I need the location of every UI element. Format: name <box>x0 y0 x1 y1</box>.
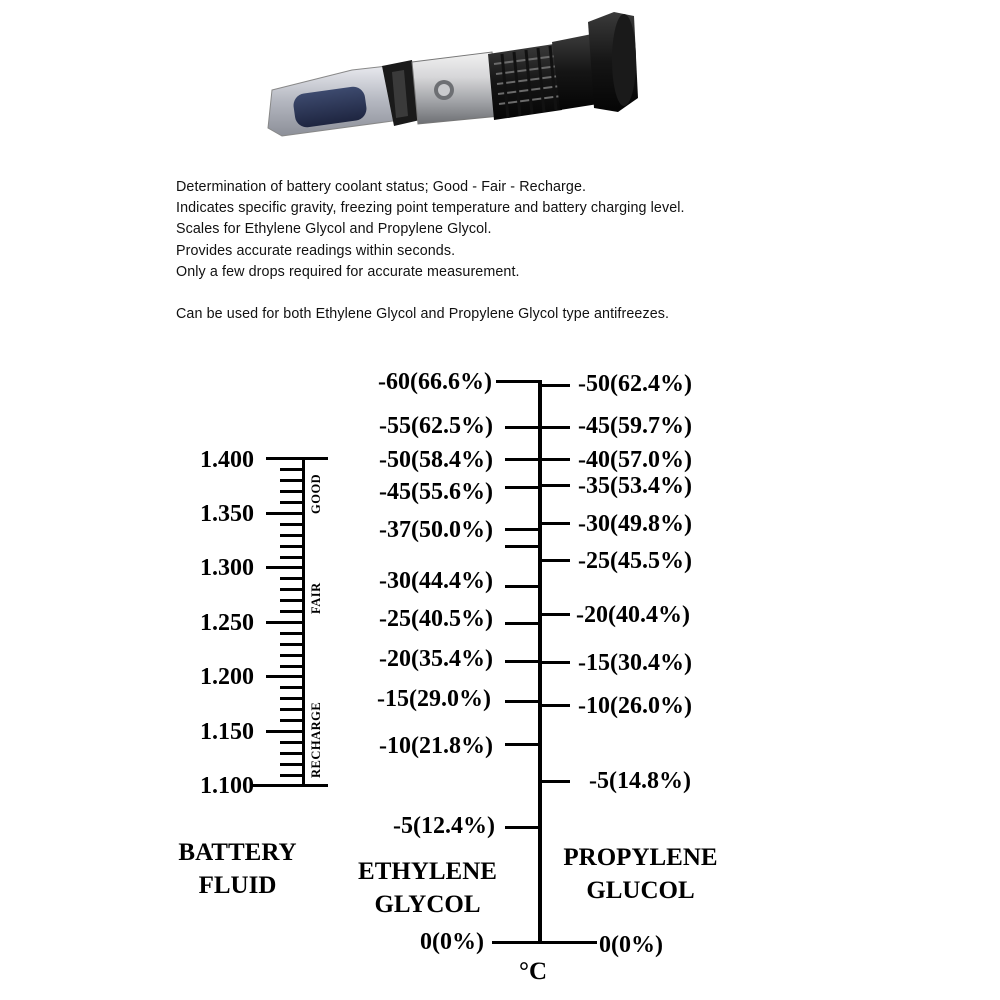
ethylene-tick <box>496 380 540 383</box>
battery-tick-minor <box>280 632 304 635</box>
battery-tick-minor <box>280 708 304 711</box>
battery-tick-major <box>266 566 304 569</box>
ethylene-label: -15(29.0%) <box>377 686 491 712</box>
caption-line: ETHYLENE <box>358 858 497 885</box>
caption-line: PROPYLENE <box>563 844 718 871</box>
caption-line: GLYCOL <box>374 891 481 918</box>
battery-fluid-caption <box>160 836 315 902</box>
battery-label: 1.250 <box>200 610 254 636</box>
ethylene-label: -25(40.5%) <box>379 606 493 632</box>
battery-tick-minor <box>280 523 304 526</box>
battery-tick-major <box>266 512 304 515</box>
battery-tick-major <box>266 457 328 460</box>
propylene-tick <box>540 661 570 664</box>
ethylene-tick <box>505 528 540 531</box>
propylene-label: -15(30.4%) <box>578 650 692 676</box>
celsius-unit-label: °C <box>519 958 548 985</box>
ethylene-label: -37(50.0%) <box>379 517 493 543</box>
zone-recharge-label: RECHARGE <box>309 701 323 778</box>
ethylene-tick <box>505 585 540 588</box>
battery-tick-minor <box>280 610 304 613</box>
battery-tick-minor <box>280 501 304 504</box>
battery-tick-minor <box>280 741 304 744</box>
battery-tick-major <box>253 784 328 787</box>
battery-label: 1.300 <box>200 555 254 581</box>
battery-tick-minor <box>280 545 304 548</box>
propylene-label: -45(59.7%) <box>578 413 692 439</box>
ethylene-label: -50(58.4%) <box>379 447 493 473</box>
battery-tick-minor <box>280 752 304 755</box>
battery-tick-minor <box>280 588 304 591</box>
ethylene-label: -60(66.6%) <box>378 369 492 395</box>
feature-line: Provides accurate readings within seconds. <box>176 242 456 259</box>
propylene-label: -10(26.0%) <box>578 693 692 719</box>
propylene-label: -25(45.5%) <box>578 548 692 574</box>
propylene-label: -5(14.8%) <box>589 768 691 794</box>
propylene-glucol-caption <box>553 841 728 907</box>
battery-tick-minor <box>280 599 304 602</box>
propylene-label: -40(57.0%) <box>578 447 692 473</box>
propylene-tick <box>540 559 570 562</box>
ethylene-tick <box>505 826 540 829</box>
ethylene-label: -20(35.4%) <box>379 646 493 672</box>
ethylene-label: -45(55.6%) <box>379 479 493 505</box>
battery-label: 1.200 <box>200 664 254 690</box>
battery-label: 1.400 <box>200 447 254 473</box>
propylene-tick <box>540 484 570 487</box>
feature-line: Scales for Ethylene Glycol and Propylene Glycol. <box>176 221 492 238</box>
propylene-tick <box>540 522 570 525</box>
feature-line: Indicates specific gravity, freezing point temperature and battery charging level. <box>176 200 685 217</box>
battery-tick-minor <box>280 719 304 722</box>
battery-tick-minor <box>280 643 304 646</box>
ethylene-label: -5(12.4%) <box>393 813 495 839</box>
battery-tick-minor <box>280 577 304 580</box>
propylene-tick <box>540 613 570 616</box>
propylene-tick <box>540 384 570 387</box>
ethylene-tick <box>505 743 540 746</box>
ethylene-label: -10(21.8%) <box>379 733 493 759</box>
ethylene-tick <box>505 458 540 461</box>
feature-footer: Can be used for both Ethylene Glycol and Propylene Glycol type antifreezes. <box>176 306 670 323</box>
ethylene-tick <box>505 700 540 703</box>
feature-description <box>176 177 685 325</box>
refractometer-image <box>262 8 642 138</box>
ethylene-tick <box>505 486 540 489</box>
ethylene-label: -30(44.4%) <box>379 568 493 594</box>
propylene-tick <box>540 704 570 707</box>
battery-tick-minor <box>280 654 304 657</box>
battery-tick-minor <box>280 490 304 493</box>
propylene-label: -20(40.4%) <box>576 602 690 628</box>
ethylene-label: 0(0%) <box>420 929 484 955</box>
caption-line: GLUCOL <box>586 877 695 904</box>
battery-tick-minor <box>280 665 304 668</box>
ethylene-tick <box>505 622 540 625</box>
caption-line: FLUID <box>198 872 277 899</box>
ethylene-label: -55(62.5%) <box>379 413 493 439</box>
ethylene-tick <box>505 660 540 663</box>
propylene-label: -35(53.4%) <box>578 473 692 499</box>
feature-line: Determination of battery coolant status; Good - Fair - Recharge. <box>176 179 587 195</box>
battery-tick-major <box>266 675 304 678</box>
battery-tick-minor <box>280 468 304 471</box>
propylene-tick <box>540 780 570 783</box>
propylene-tick <box>540 458 570 461</box>
battery-label: 1.100 <box>200 773 254 799</box>
ethylene-tick <box>505 545 540 548</box>
ethylene-tick <box>505 426 540 429</box>
propylene-label: 0(0%) <box>599 932 663 958</box>
ethylene-glycol-caption <box>345 855 510 921</box>
battery-tick-major <box>266 730 304 733</box>
battery-tick-minor <box>280 686 304 689</box>
propylene-tick <box>540 426 570 429</box>
battery-tick-minor <box>280 534 304 537</box>
battery-label: 1.350 <box>200 501 254 527</box>
propylene-label: -30(49.8%) <box>578 511 692 537</box>
zone-fair-label: FAIR <box>309 582 323 614</box>
battery-tick-minor <box>280 479 304 482</box>
zero-baseline <box>492 941 597 944</box>
feature-line: Only a few drops required for accurate measurement. <box>176 263 520 280</box>
propylene-label: -50(62.4%) <box>578 371 692 397</box>
battery-label: 1.150 <box>200 719 254 745</box>
zone-good-label: GOOD <box>309 473 323 514</box>
battery-tick-minor <box>280 774 304 777</box>
battery-tick-minor <box>280 763 304 766</box>
caption-line: BATTERY <box>178 839 297 866</box>
battery-tick-minor <box>280 697 304 700</box>
battery-tick-minor <box>280 556 304 559</box>
battery-tick-major <box>266 621 304 624</box>
